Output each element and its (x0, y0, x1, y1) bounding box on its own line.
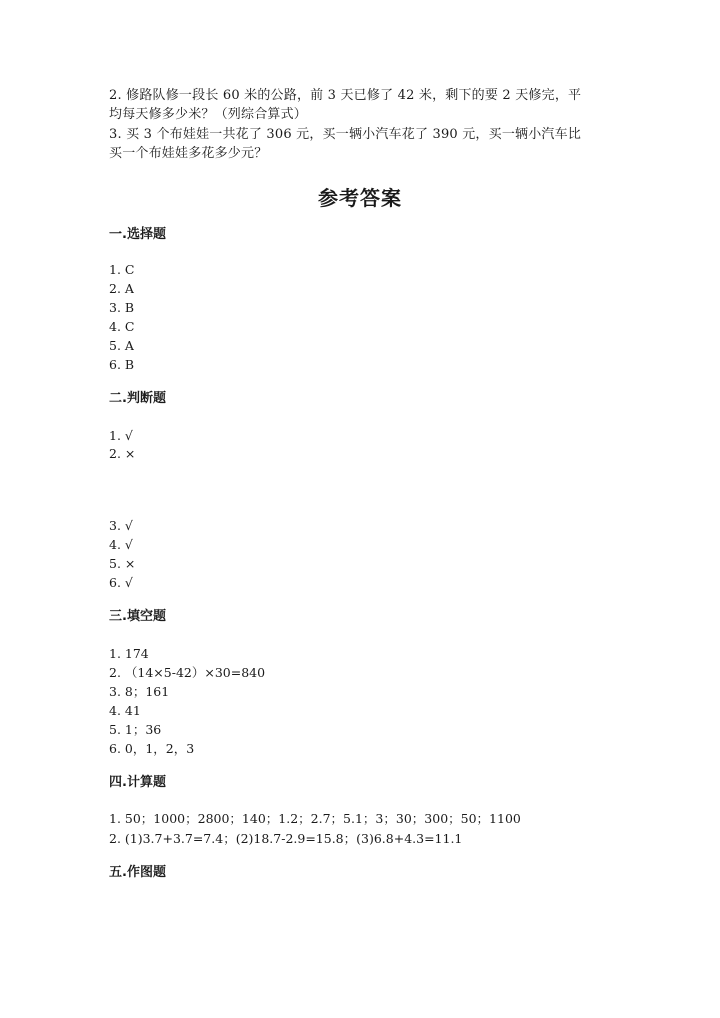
choice-answer: 5. A (109, 338, 134, 353)
question-3-line-2: 买一个布娃娃多花多少元？ (109, 146, 268, 161)
fill-answer: 1. 174 (109, 646, 149, 661)
judge-answer: 6. √ (109, 575, 133, 590)
fill-answer: 3. 8；161 (109, 684, 170, 699)
section-title-calc: 四.计算题 (109, 775, 166, 790)
question-2-line-2: 均每天修多少米？（列综合算式） (109, 107, 308, 122)
question-3-line-1: 3. 买 3 个布娃娃一共花了 306 元，买一辆小汽车花了 390 元，买一辆小汽车比 (109, 127, 582, 142)
section-title-fill: 三.填空题 (109, 609, 166, 624)
calc-answer: 2. (1)3.7+3.7=7.4；(2)18.7-2.9=15.8；(3)6.8+4.3=11.1 (109, 831, 463, 846)
calc-answer: 1. 50；1000；2800；140；1.2；2.7；5.1；3；30；300；50；1100 (109, 811, 521, 826)
judge-answer: 3. √ (109, 518, 133, 533)
fill-answer: 2. （14×5-42）×30=840 (109, 665, 266, 680)
choice-answer: 4. C (109, 319, 135, 334)
section-title-choice: 一.选择题 (109, 227, 166, 242)
section-title-draw: 五.作图题 (109, 865, 166, 880)
fill-answer: 6. 0，1，2，3 (109, 741, 195, 756)
choice-answer: 6. B (109, 357, 135, 372)
choice-answer: 1. C (109, 262, 135, 277)
question-2-line-1: 2. 修路队修一段长 60 米的公路，前 3 天已修了 42 米，剩下的要 2 天修完，平 (109, 88, 582, 103)
fill-answer: 4. 41 (109, 703, 141, 718)
judge-answer: 1. √ (109, 428, 133, 443)
answer-key-title: 参考答案 (318, 186, 402, 210)
judge-answer: 5. × (109, 556, 136, 571)
choice-answer: 3. B (109, 300, 135, 315)
judge-answer: 4. √ (109, 537, 133, 552)
section-title-judge: 二.判断题 (109, 391, 166, 406)
choice-answer: 2. A (109, 281, 134, 296)
fill-answer: 5. 1；36 (109, 722, 162, 737)
judge-answer: 2. × (109, 446, 136, 461)
